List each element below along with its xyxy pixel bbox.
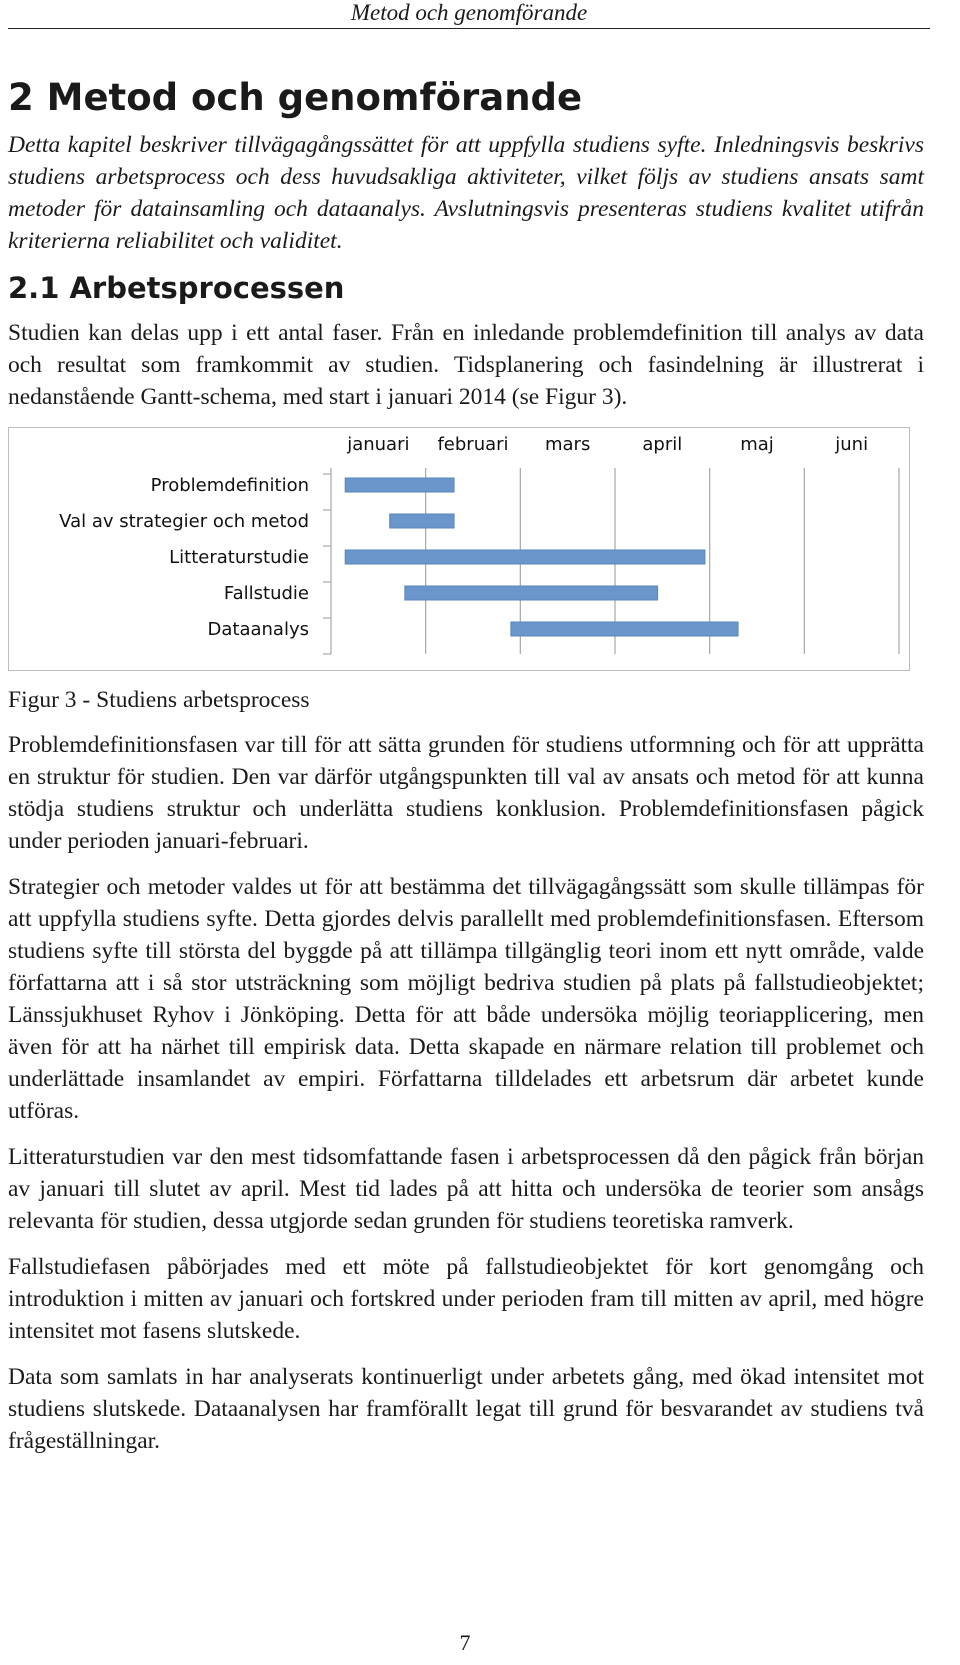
paragraph: Problemdefinitionsfasen var till för att sätta grunden för studiens utformning och för att upprätta en struktur för studien. Den var därför utgångspunkten till val av ansats och metod för att kunna stödja studiens struktur och underlätta studiens konklusion. Problemdefinitionsfasen pågick under perioden januari-februari. xyxy=(8,732,924,854)
task-label: Dataanalys xyxy=(207,619,309,640)
paragraph: Data som samlats in har analyserats kontinuerligt under arbetets gång, med ökad intensitet mot studiens slutskede. Dataanalysen har framförallt legat till grund för besvarandet av studiens två frågeställningar. xyxy=(8,1364,924,1454)
running-header-title: Metod och genomförande xyxy=(350,0,588,25)
section-title: 2.1 Arbetsprocessen xyxy=(8,271,345,305)
task-bar xyxy=(511,622,738,636)
month-label: maj xyxy=(740,434,774,455)
running-header xyxy=(8,0,930,29)
month-label: april xyxy=(642,434,683,455)
task-label: Val av strategier och metod xyxy=(59,511,309,532)
paragraph: Litteraturstudien var den mest tidsomfattande fasen i arbetsprocessen då den pågick från början av januari till slutet av april. Mest tid lades på att hitta och undersöka de teorier som ansågs relevanta för studien, dessa utgjorde sedan grunden för studiens teoretiska ramverk. xyxy=(8,1144,924,1234)
task-bar xyxy=(345,478,454,492)
month-label: juni xyxy=(835,434,869,455)
month-label: mars xyxy=(544,434,591,455)
figure-caption: Figur 3 - Studiens arbetsprocess xyxy=(8,687,310,713)
task-bar xyxy=(405,586,658,600)
gantt-chart xyxy=(8,427,910,671)
paragraph: Strategier och metoder valdes ut för att bestämma det tillvägagångssätt som skulle tillämpas för att uppfylla studiens syfte. Detta gjordes delvis parallellt med problemdefinitionsfasen. Eftersom studiens syfte till största del byggde på att tillämpa tillgänglig teori inom ett nytt område, valde författarna att i så stor utsträckning som möjligt bedriva studien på plats på fallstudieobjektet; Länssjukhuset Ryhov i Jönköping. Detta för att både undersöka möjlig teoriapplicering, men även för att ha närhet till empirisk data. Detta skapade en närmare relation till problemet och underlättade insamlandet av empiri. Författarna tilldelades ett arbetsrum där arbetet kunde utföras. xyxy=(8,874,924,1124)
section-lead: Studien kan delas upp i ett antal faser. Från en inledande problemdefinition till analys av data och resultat som framkommit av studien. Tidsplanering och fasindelning är illustrerat i nedanstående Gantt-schema, med start i januari 2014 (se Figur 3). xyxy=(8,320,924,410)
month-label: januari xyxy=(347,434,410,455)
chapter-title: 2 Metod och genomförande xyxy=(8,76,583,119)
month-label: februari xyxy=(437,434,509,455)
task-bar xyxy=(390,514,454,528)
paragraph: Fallstudiefasen påbörjades med ett möte på fallstudieobjektet för kort genomgång och introduktion i mitten av januari och fortskred under perioden fram till mitten av april, med högre intensitet mot fasens slutskede. xyxy=(8,1254,924,1344)
task-label: Litteraturstudie xyxy=(169,547,309,568)
task-label: Problemdefinition xyxy=(150,475,309,496)
task-bar xyxy=(345,550,705,564)
page-number: 7 xyxy=(459,1630,471,1655)
chapter-intro: Detta kapitel beskriver tillvägagångssättet för att uppfylla studiens syfte. Inledningsvis beskrivs studiens arbetsprocess och dess huvudsakliga aktiviteter, vilket följs av studiens ansats samt metoder för datainsamling och dataanalys. Avslutningsvis presenteras studiens kvalitet utifrån kriterierna reliabilitet och validitet. xyxy=(8,132,924,254)
task-label: Fallstudie xyxy=(223,583,309,604)
gantt-chart-svg xyxy=(9,428,909,670)
page-body xyxy=(8,70,924,1471)
